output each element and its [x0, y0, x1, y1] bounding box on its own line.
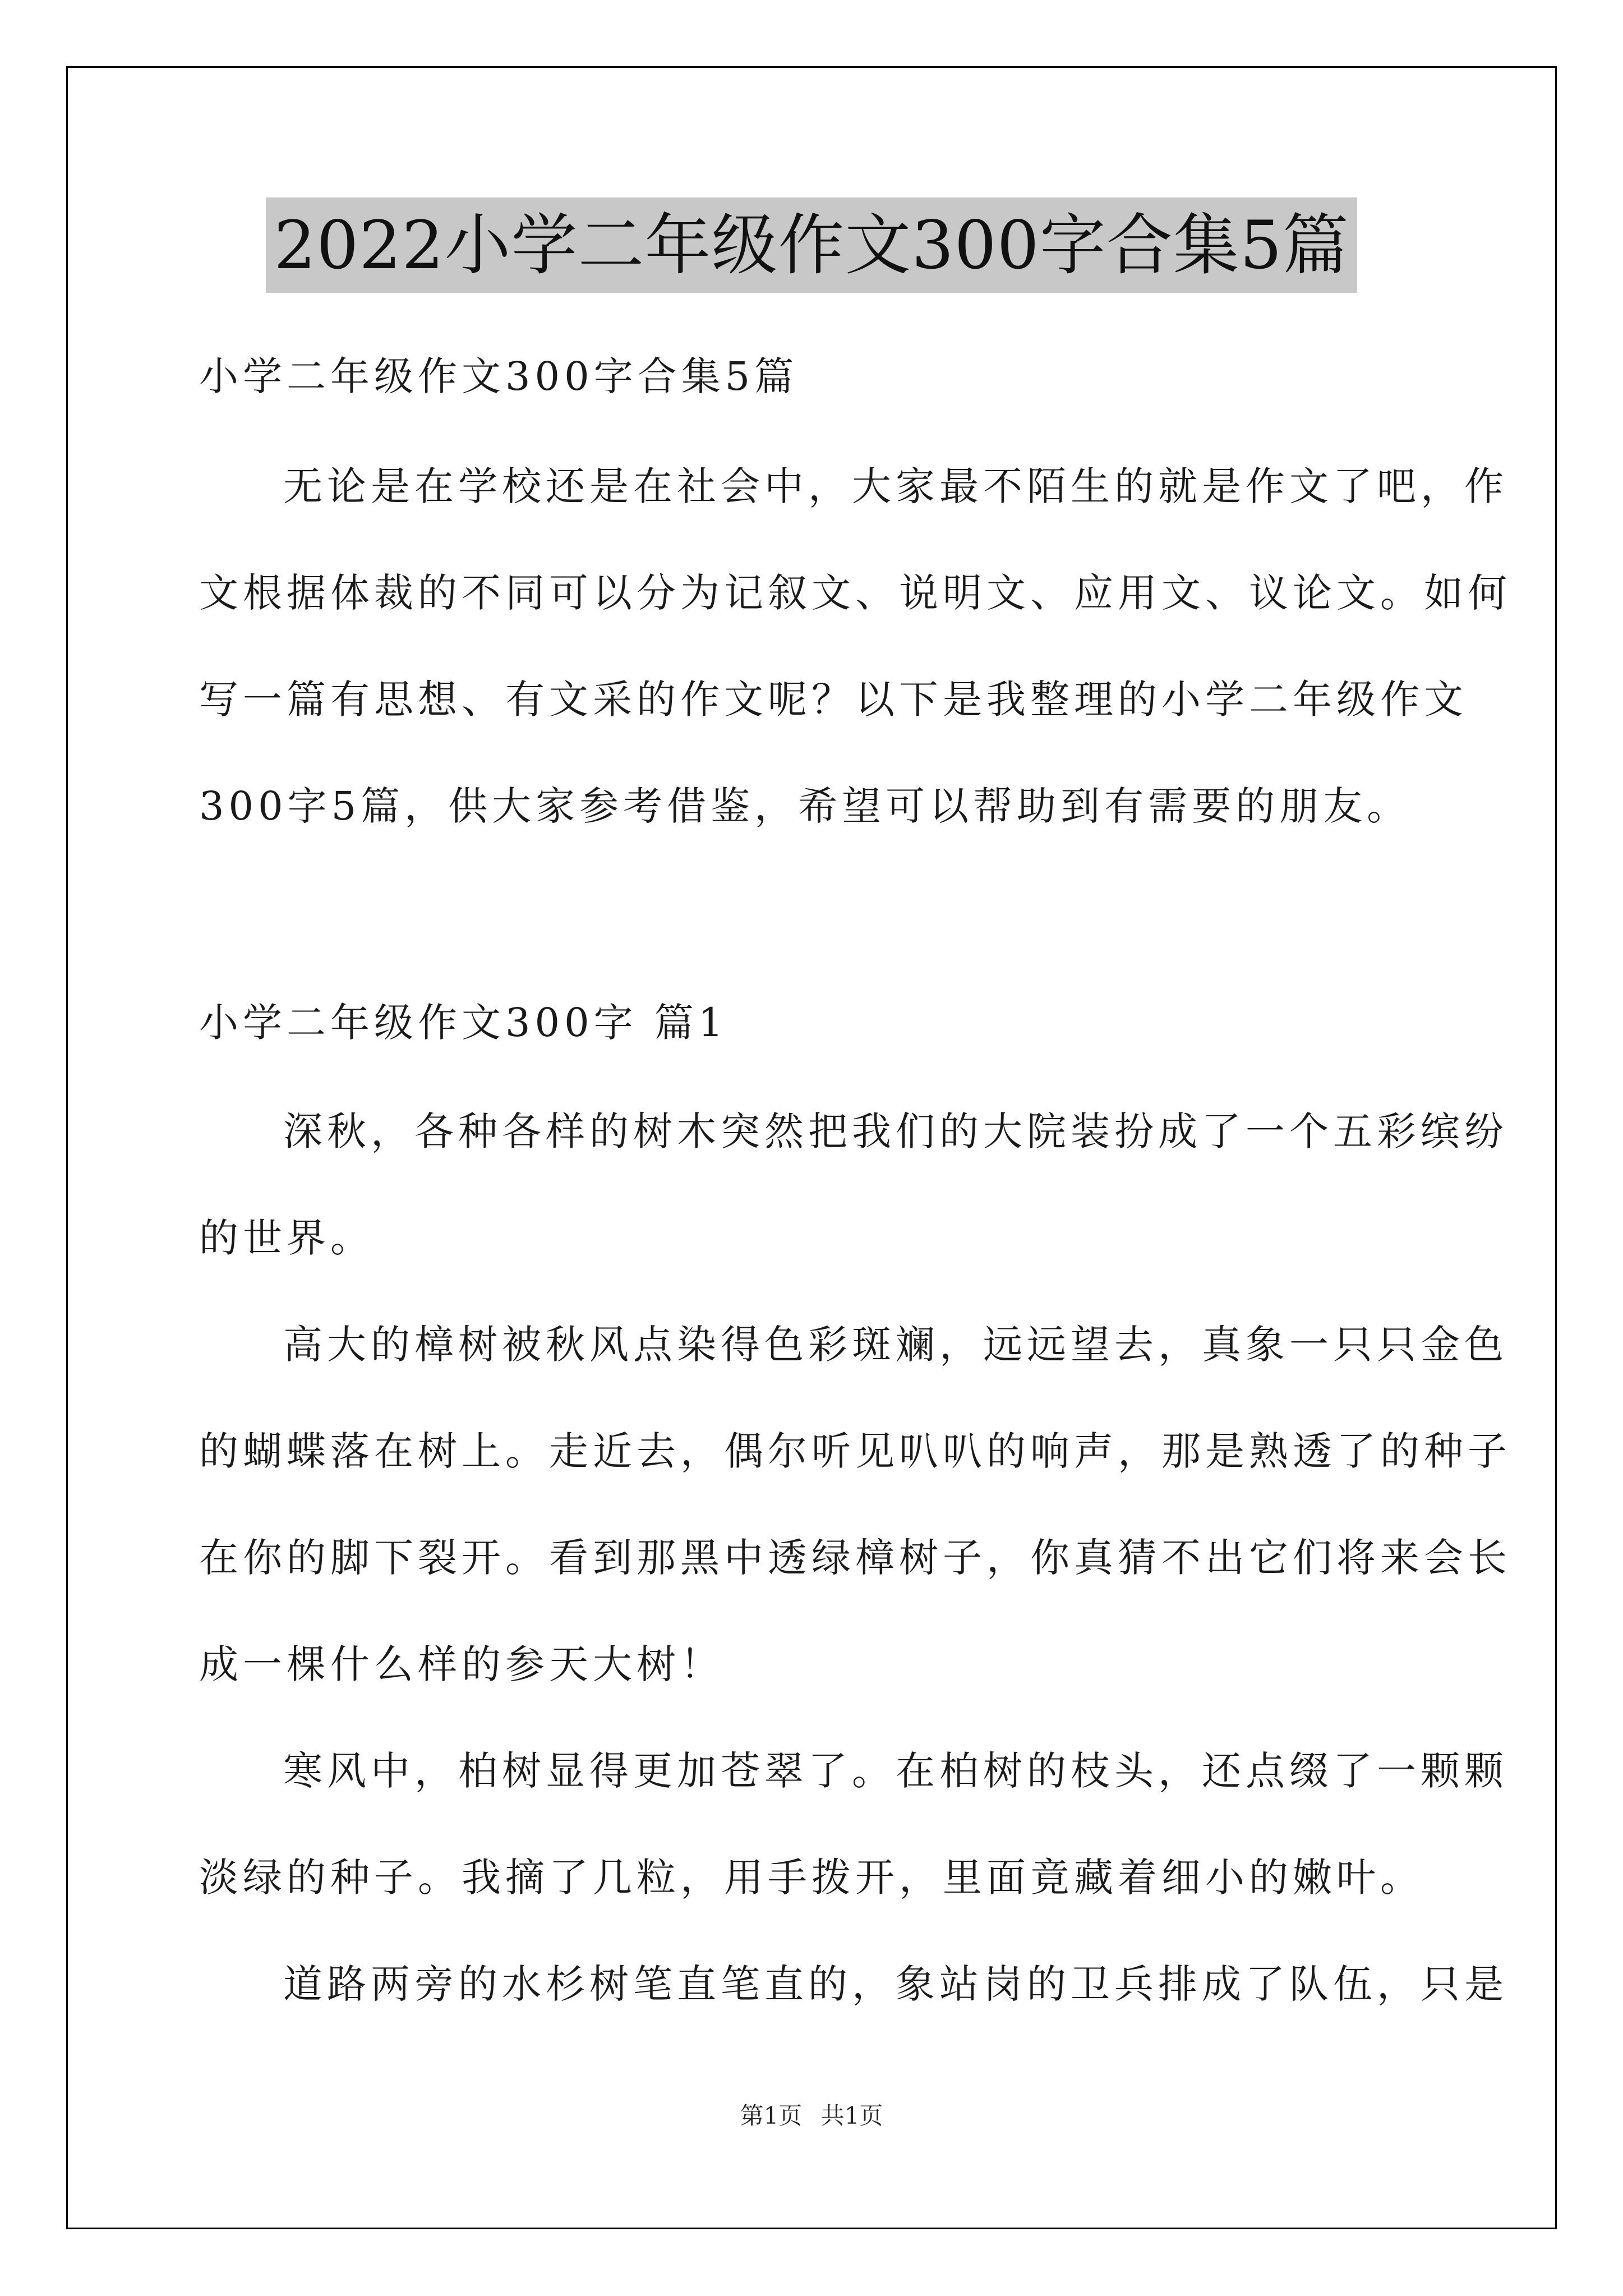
paragraph-line: 寒风中，柏树显得更加苍翠了。在柏树的枝头，还点缀了一颗颗 — [283, 1748, 1508, 1794]
title-container — [0, 197, 1623, 293]
paragraph-line: 道路两旁的水杉树笔直笔直的，象站岗的卫兵排成了队伍，只是 — [283, 1961, 1508, 2007]
paragraph-line: 成一棵什么样的参天大树！ — [199, 1641, 724, 1687]
document-title: 2022小学二年级作文300字合集5篇 — [266, 197, 1357, 293]
page-number-current: 第1页 — [740, 2102, 803, 2129]
paragraph-line: 的蝴蝶落在树上。走近去，偶尔听见叭叭的响声，那是熟透了的种子 — [199, 1428, 1511, 1474]
page-number-total: 共1页 — [820, 2102, 883, 2129]
paragraph-line: 高大的樟树被秋风点染得色彩斑斓，远远望去，真象一只只金色 — [283, 1322, 1508, 1368]
paragraph-line: 的世界。 — [199, 1215, 374, 1261]
paragraph-line: 在你的脚下裂开。看到那黑中透绿樟树子，你真猜不出它们将来会长 — [199, 1535, 1511, 1581]
paragraph-line: 300字5篇，供大家参考借鉴，希望可以帮助到有需要的朋友。 — [199, 783, 1411, 829]
paragraph-line: 无论是在学校还是在社会中，大家最不陌生的就是作文了吧，作 — [283, 463, 1508, 509]
paragraph-line: 文根据体裁的不同可以分为记叙文、说明文、应用文、议论文。如何 — [199, 570, 1511, 616]
section-heading: 小学二年级作文300字 篇1 — [199, 1000, 728, 1046]
page-footer — [0, 2100, 1623, 2132]
paragraph-line: 淡绿的种子。我摘了几粒，用手拨开，里面竟藏着细小的嫩叶。 — [199, 1855, 1424, 1901]
document-subtitle: 小学二年级作文300字合集5篇 — [199, 353, 799, 399]
paragraph-line: 写一篇有思想、有文采的作文呢？以下是我整理的小学二年级作文 — [199, 677, 1468, 723]
paragraph-line: 深秋，各种各样的树木突然把我们的大院装扮成了一个五彩缤纷 — [283, 1108, 1508, 1154]
